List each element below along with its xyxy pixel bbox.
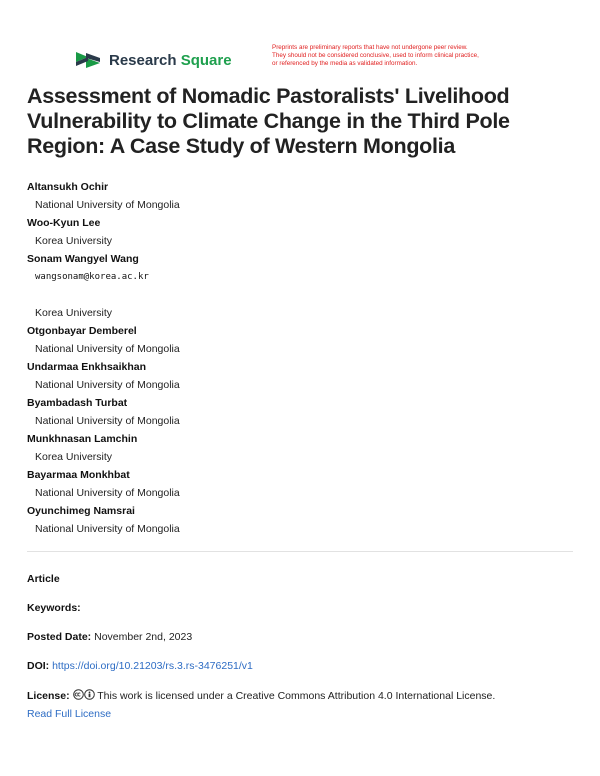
research-square-logo-icon xyxy=(74,50,102,70)
notice-line: They should not be considered conclusive, used to inform clinical practice, xyxy=(272,52,479,60)
author-affiliation: National University of Mongolia xyxy=(35,199,180,211)
research-square-logo[interactable] xyxy=(74,47,232,73)
notice-line: or referenced by the media as validated information. xyxy=(272,60,418,68)
paper-title: Assessment of Nomadic Pastoralists' Livelihood Vulnerability to Climate Change in the Third Pole Region: A Case Study of Western Mongolia xyxy=(27,84,510,158)
article-type-label: Article xyxy=(27,573,60,585)
author-name: Bayarmaa Monkhbat xyxy=(27,469,130,481)
posted-date-row xyxy=(27,630,192,644)
preprint-notice xyxy=(272,44,542,69)
author-name: Woo-Kyun Lee xyxy=(27,217,101,229)
article-type xyxy=(27,572,60,586)
spacer xyxy=(27,286,567,304)
author-entry xyxy=(27,322,567,358)
author-affiliation: Korea University xyxy=(35,235,113,247)
author-affiliation: National University of Mongolia xyxy=(35,415,180,427)
author-entry xyxy=(27,502,567,538)
cc-by-icon xyxy=(84,689,95,704)
license-text: This work is licensed under a Creative Commons Attribution 4.0 International License. xyxy=(97,690,496,702)
author-entry xyxy=(27,466,567,502)
author-name: Oyunchimeg Namsrai xyxy=(27,505,135,517)
author-affiliation: National University of Mongolia xyxy=(35,379,180,391)
author-name: Otgonbayar Demberel xyxy=(27,325,137,337)
logo-text xyxy=(109,52,232,69)
doi-row xyxy=(27,659,253,673)
keywords-label: Keywords: xyxy=(27,602,81,614)
author-affiliation: Korea University xyxy=(35,451,113,463)
logo-word-research: Research xyxy=(109,51,177,69)
author-entry xyxy=(27,214,567,250)
author-name: Munkhnasan Lamchin xyxy=(27,433,138,445)
author-list xyxy=(27,178,567,538)
notice-line: Preprints are preliminary reports that have not undergone peer review. xyxy=(272,44,468,51)
cc-icon xyxy=(73,689,84,704)
author-name: Undarmaa Enkhsaikhan xyxy=(27,361,147,373)
doi-label: DOI: xyxy=(27,660,50,672)
author-affiliation: National University of Mongolia xyxy=(35,487,180,499)
author-name: Altansukh Ochir xyxy=(27,181,109,193)
author-name: Byambadash Turbat xyxy=(27,397,128,409)
keywords-row xyxy=(27,601,81,615)
read-full-license-link[interactable]: Read Full License xyxy=(27,708,112,720)
author-entry xyxy=(27,358,567,394)
logo-word-square: Square xyxy=(180,51,232,69)
author-entry xyxy=(27,178,567,214)
posted-date-label: Posted Date: xyxy=(27,631,92,643)
doi-link[interactable]: https://doi.org/10.21203/rs.3.rs-3476251/v1 xyxy=(52,660,253,672)
author-name: Sonam Wangyel Wang xyxy=(27,253,139,265)
author-affiliation: National University of Mongolia xyxy=(35,523,180,535)
author-affiliation: Korea University xyxy=(35,307,113,319)
author-email[interactable]: wangsonam@korea.ac.kr xyxy=(35,272,149,282)
license-row xyxy=(27,689,573,721)
author-entry xyxy=(27,430,567,466)
author-affiliation: National University of Mongolia xyxy=(35,343,180,355)
author-entry xyxy=(27,250,567,322)
section-divider xyxy=(27,551,573,552)
posted-date-value: November 2nd, 2023 xyxy=(94,631,193,643)
license-label: License: xyxy=(27,690,70,702)
author-entry xyxy=(27,394,567,430)
